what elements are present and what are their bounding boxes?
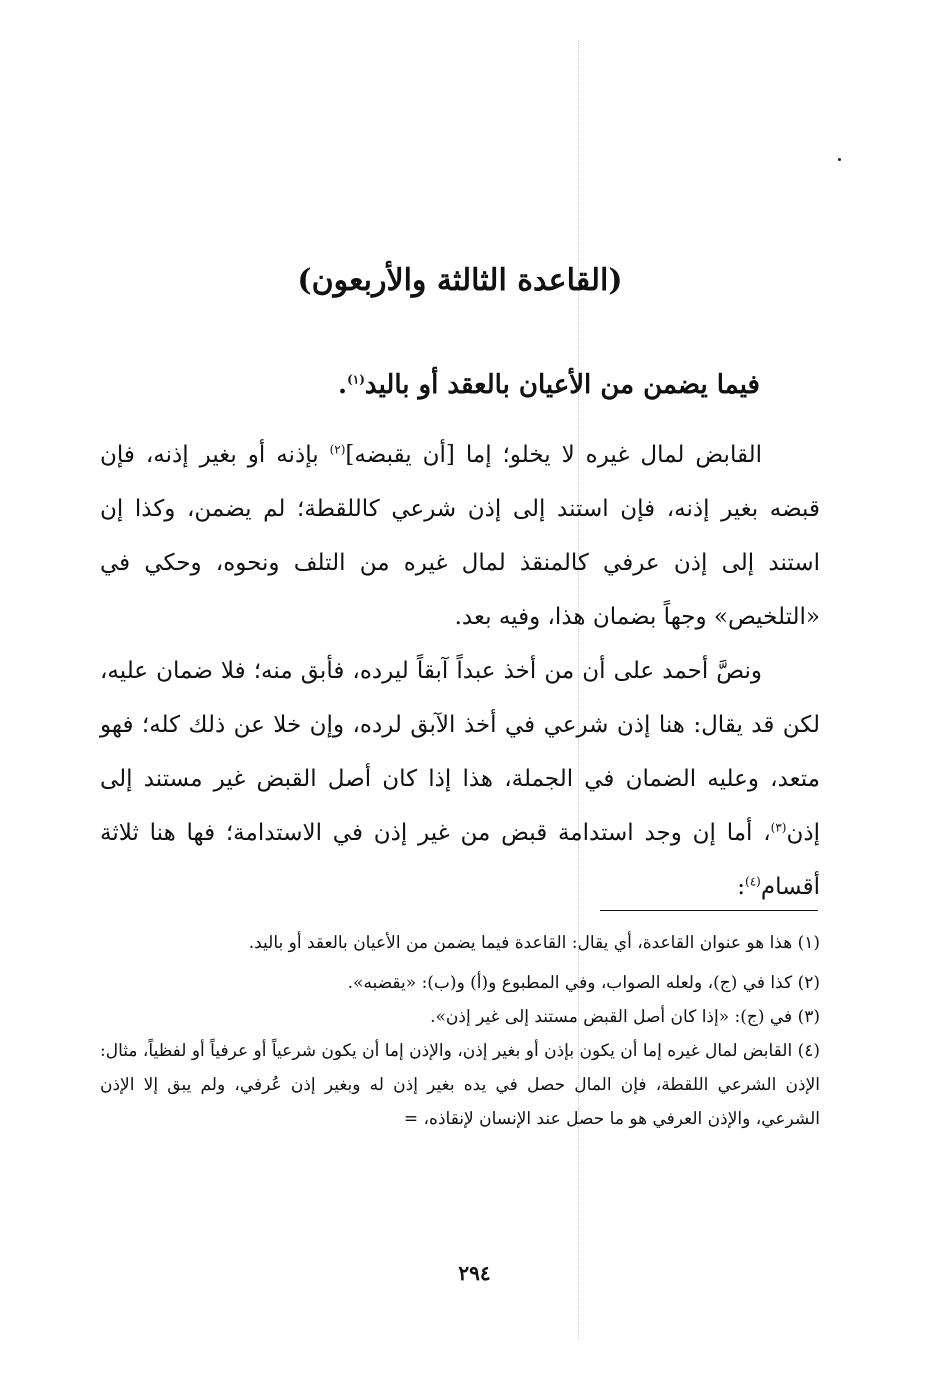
footnote-ref-1: (١) [347,372,365,387]
speck-mark [838,158,841,161]
subtitle-end: . [338,370,348,400]
rule-title: (القاعدة الثالثة والأربعون) [297,263,623,298]
paragraph-2 [100,644,820,914]
footnote-4: (٤) القابض لمال غيره إما أن يكون بإذن أو بغير إذن، والإذن إما أن يكون شرعياً أو عرفياً أو لفظياً، مثال: الإذن الشرعي اللقطة، فإن المال حصل في يده بغير إذن له وبغير إذن عُرفي، ولم يبق إلا الإذن الشرعي، والإذن العرفي هو ما حصل عند الإنسان لإنقاذه، = [100,1041,820,1129]
paragraph-2-text-c: : [737,874,746,900]
footnote-2: (٢) كذا في (ج)، ولعله الصواب، وفي المطبوع و(أ) و(ب): «يقضبه». [347,973,820,993]
paragraph-1 [100,428,820,644]
footnote-1: (١) هذا هو عنوان القاعدة، أي يقال: القاعدة فيما يضمن من الأعيان بالعقد أو باليد. [248,933,820,953]
footnote-ref-4: (٤) [745,874,761,889]
body-text [100,428,820,914]
paragraph-1-text-b: بإذنه أو بغير إذنه، فإن قبضه بغير إذنه، فإن استند إلى إذن شرعي كاللقطة؛ لم يضمن، وكذا إن استند إلى إذن عرفي كالمنقذ لمال غيره من التلف ونحوه، وحكي في «التلخيص» وجهاً بضمان هذا، وفيه بعد. [100,442,820,630]
subtitle-text: فيما يضمن من الأعيان بالعقد أو باليد [364,370,760,400]
rule-subtitle [100,362,820,408]
footnote-separator [600,910,818,911]
footnote-ref-3: (٣) [770,820,787,835]
page-number: ٢٩٤ [458,1261,491,1285]
footnotes [100,926,820,1136]
footnote-3: (٣) في (ج): «إذا كان أصل القبض مستند إلى غير إذن». [430,1007,820,1027]
paragraph-2-text-a: ونصَّ أحمد على أن من أخذ عبداً آبقاً ليرده، فأبق منه؛ فلا ضمان عليه، لكن قد يقال: هنا إذن شرعي في أخذ الآبق لرده، وإن خلا عن ذلك كله؛ فهو متعد، وعليه الضمان في الجملة، هذا إذا كان أصل القبض غير مستند إلى إذن [100,658,820,846]
footnote-ref-2: (٢) [329,442,346,457]
paragraph-1-text-a: القابض لمال غيره لا يخلو؛ إما [أن يقبضه] [345,442,762,468]
paragraph-2-text-b: ، أما إن وجد استدامة قبض من غير إذن في الاستدامة؛ فها هنا ثلاثة أقسام [100,820,820,900]
